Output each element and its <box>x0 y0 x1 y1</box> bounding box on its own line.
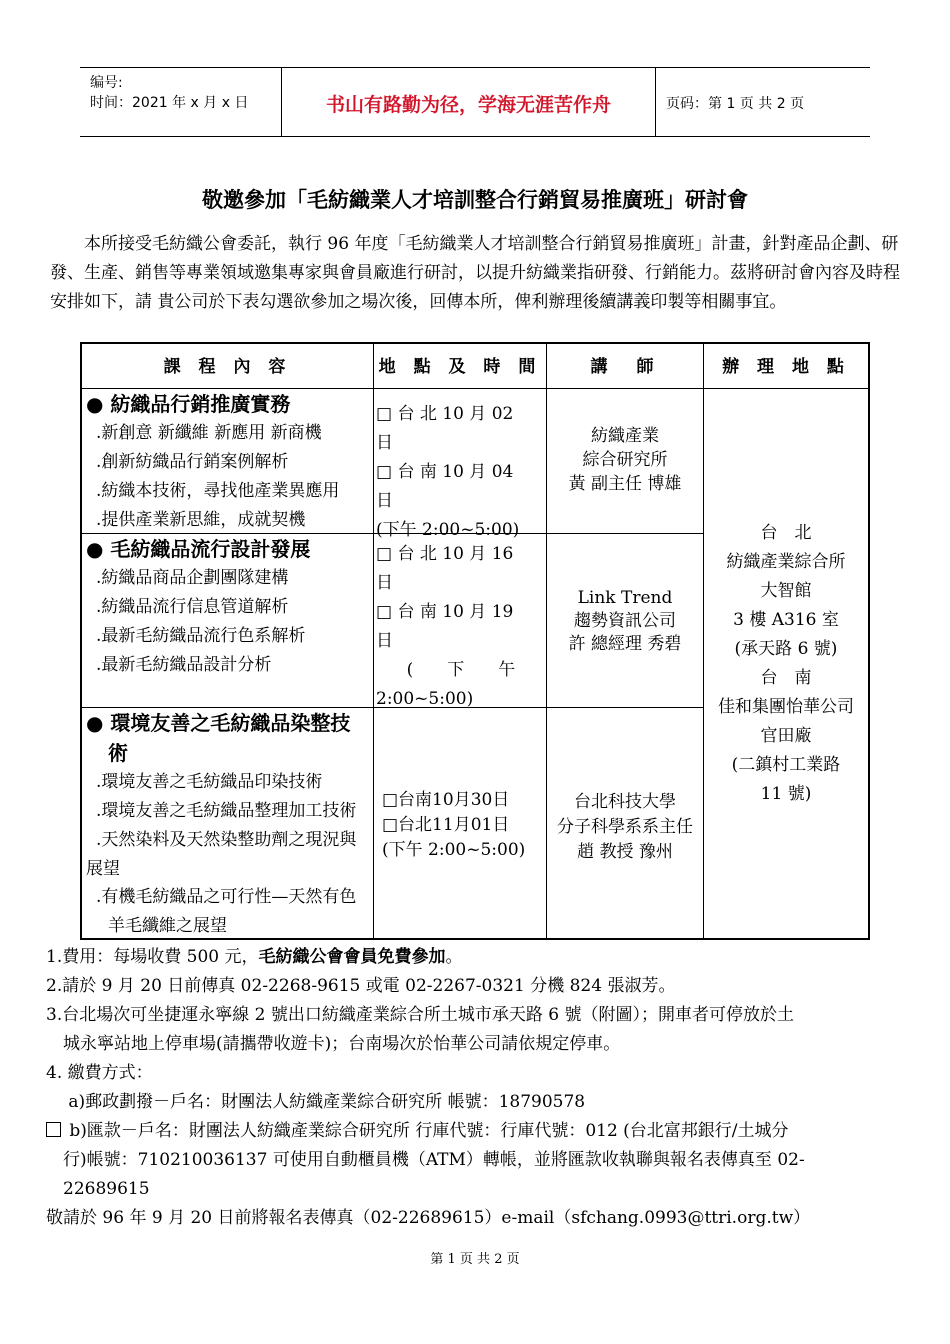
lecturer-cell <box>547 587 703 656</box>
course-item: .提供產業新思維，成就契機 <box>96 510 306 530</box>
venue-line: 紡織產業綜合所 <box>726 552 846 572</box>
schedule-text: 日 <box>376 491 393 511</box>
doc-time-label: 时间：2021 年 x 月 x 日 <box>90 95 249 111</box>
note-fee-text: 1.費用：每場收費 500 元， <box>46 947 259 967</box>
note-bank-text: b)匯款－戶名：財團法人紡織產業綜合研究所 行庫代號：行庫代號：012 (台北富邦銀行/土城分 <box>64 1121 789 1141</box>
venue-line: (承天路 6 號) <box>734 639 838 659</box>
col-header-schedule: 地 點 及 時 間 <box>378 357 542 377</box>
course-title-cont: 術 <box>108 741 128 765</box>
course-title: ● 環境友善之毛紡織品染整技 <box>86 711 351 735</box>
header-page-cell <box>656 68 870 136</box>
venue-cell <box>704 519 868 809</box>
course-item: 展望 <box>86 859 120 879</box>
lecturer-line: Link Trend <box>577 588 673 608</box>
course-item: .天然染料及天然染整助劑之現況與 <box>96 830 357 850</box>
table-row <box>86 534 372 680</box>
schedule-option[interactable]: □ 台 南 10 月 04 <box>376 462 514 482</box>
lecturer-line: 趙 教授 豫州 <box>577 842 673 862</box>
schedule-time: 2:00~5:00) <box>376 689 474 709</box>
note-deadline: 2.請於 9 月 20 日前傳真 02-2268-9615 或電 02-2267-0321 分機 824 張淑芳。 <box>46 976 676 996</box>
lecturer-line: 綜合研究所 <box>582 450 668 470</box>
course-item: .創新紡織品行銷案例解析 <box>96 452 289 472</box>
doc-number-label: 编号: <box>90 75 123 91</box>
course-table <box>80 342 870 940</box>
venue-line: 3 樓 A316 室 <box>733 610 839 630</box>
lecturer-cell <box>547 790 703 865</box>
venue-line: 官田廠 <box>760 726 812 746</box>
schedule-text: 日 <box>376 631 393 651</box>
schedule-cell <box>376 400 546 545</box>
lecturer-cell <box>547 424 703 496</box>
schedule-cell <box>382 788 546 863</box>
course-item: .新創意 新纖維 新應用 新商機 <box>96 423 322 443</box>
note-payment-bank-1 <box>46 1117 916 1146</box>
header-motto-cell <box>282 68 656 136</box>
header-meta-cell <box>80 68 282 136</box>
motto-text: 书山有路勤为径，学海无涯苦作舟 <box>325 94 611 116</box>
col-header-course: 課 程 內 容 <box>163 357 292 377</box>
venue-line: 台 南 <box>760 668 812 688</box>
course-item: .環境友善之毛紡織品整理加工技術 <box>96 801 357 821</box>
col-header-venue: 辦 理 地 點 <box>722 357 850 377</box>
lecturer-line: 分子科學系系主任 <box>557 817 693 837</box>
course-item: .有機毛紡織品之可行性—天然有色 <box>96 887 357 907</box>
note-fee-free: 毛紡織公會會員免費參加 <box>258 947 446 967</box>
document-title: 敬邀參加「毛紡織業人才培訓整合行銷貿易推廣班」研討會 <box>202 187 748 212</box>
schedule-time: (下午 2:00~5:00) <box>382 840 526 860</box>
course-item: .紡織品商品企劃團隊建構 <box>96 568 289 588</box>
note-payment-title: 4. 繳費方式： <box>46 1063 153 1083</box>
schedule-text: ( 下 午 <box>406 660 516 680</box>
venue-line: 11 號) <box>760 784 812 804</box>
lecturer-line: 許 總經理 秀碧 <box>568 634 682 654</box>
course-item: .紡織本技術，尋找他產業異應用 <box>96 481 340 501</box>
schedule-text: 日 <box>376 433 393 453</box>
col-header-lecturer: 講 師 <box>590 357 660 377</box>
lecturer-line: 台北科技大學 <box>574 792 676 812</box>
schedule-cell <box>376 540 546 714</box>
table-row <box>86 708 372 941</box>
note-payment-bank-2: 行)帳號：710210036137 可使用自動櫃員機（ATM）轉帳，並將匯款收執聯與報名表傳真至 02- <box>46 1150 805 1170</box>
course-item: .環境友善之毛紡織品印染技術 <box>96 772 323 792</box>
note-submit: 敬請於 96 年 9 月 20 日前將報名表傳真（02-22689615）e-mail（sfchang.0993@ttri.org.tw） <box>46 1208 811 1228</box>
course-title: ● 毛紡織品流行設計發展 <box>86 537 311 561</box>
course-title: ● 紡織品行銷推廣實務 <box>86 392 291 416</box>
lecturer-line: 黃 副主任 博雄 <box>568 474 682 494</box>
schedule-text: 日 <box>376 573 393 593</box>
note-transport-1: 3.台北場次可坐捷運永寧線 2 號出口紡織產業綜合所土城市承天路 6 號（附圖）；開車者可停放於土 <box>46 1005 794 1025</box>
page-header <box>80 67 870 137</box>
schedule-option[interactable]: □ 台 北 10 月 02 <box>376 404 514 424</box>
note-fee <box>46 943 916 972</box>
schedule-time: (下午 2:00~5:00) <box>376 520 520 540</box>
note-transport-2: 城永寧站地上停車場(請攜帶收遊卡)；台南場次於怡華公司請依規定停車。 <box>46 1034 621 1054</box>
course-item: .最新毛紡織品設計分析 <box>96 655 272 675</box>
page-info: 页码：第 1 页 共 2 页 <box>666 96 805 112</box>
schedule-option[interactable]: □台北11月01日 <box>382 815 510 835</box>
course-item: .最新毛紡織品流行色系解析 <box>96 626 306 646</box>
note-fee-end: 。 <box>445 947 463 967</box>
venue-line: 大智館 <box>760 581 812 601</box>
lecturer-line: 趨勢資訊公司 <box>574 611 676 631</box>
note-payment-postal: a)郵政劃撥－戶名：財團法人紡織產業綜合研究所 帳號：18790578 <box>46 1092 586 1112</box>
table-row <box>86 389 372 535</box>
lecturer-line: 紡織產業 <box>591 426 659 446</box>
venue-line: 佳和集團怡華公司 <box>718 697 854 717</box>
course-item: 羊毛纖維之展望 <box>108 916 227 936</box>
schedule-option[interactable]: □ 台 南 10 月 19 <box>376 602 514 622</box>
notes-section <box>46 943 916 1233</box>
course-item: .紡織品流行信息管道解析 <box>96 597 289 617</box>
schedule-option[interactable]: □台南10月30日 <box>382 790 510 810</box>
note-payment-bank-3: 22689615 <box>46 1179 150 1199</box>
venue-line: 台 北 <box>760 523 812 543</box>
checkbox-icon[interactable] <box>46 1122 61 1137</box>
page-footer: 第 1 页 共 2 页 <box>430 1252 520 1267</box>
schedule-option[interactable]: □ 台 北 10 月 16 <box>376 544 514 564</box>
intro-paragraph: 本所接受毛紡織公會委託，執行 96 年度「毛紡織業人才培訓整合行銷貿易推廣班」計畫，針對產品企劃、研發、生產、銷售等專業領域邀集專家與會員廠進行研討，以提升紡織業指研發、行銷能力。茲將研討會內容及時程安排如下，請 貴公司於下表勾選欲參加之場次後，回傳本所，俾利辦理後續講義印製等相關事宜。 <box>50 234 900 312</box>
venue-line: (二鎮村工業路 <box>731 755 841 775</box>
